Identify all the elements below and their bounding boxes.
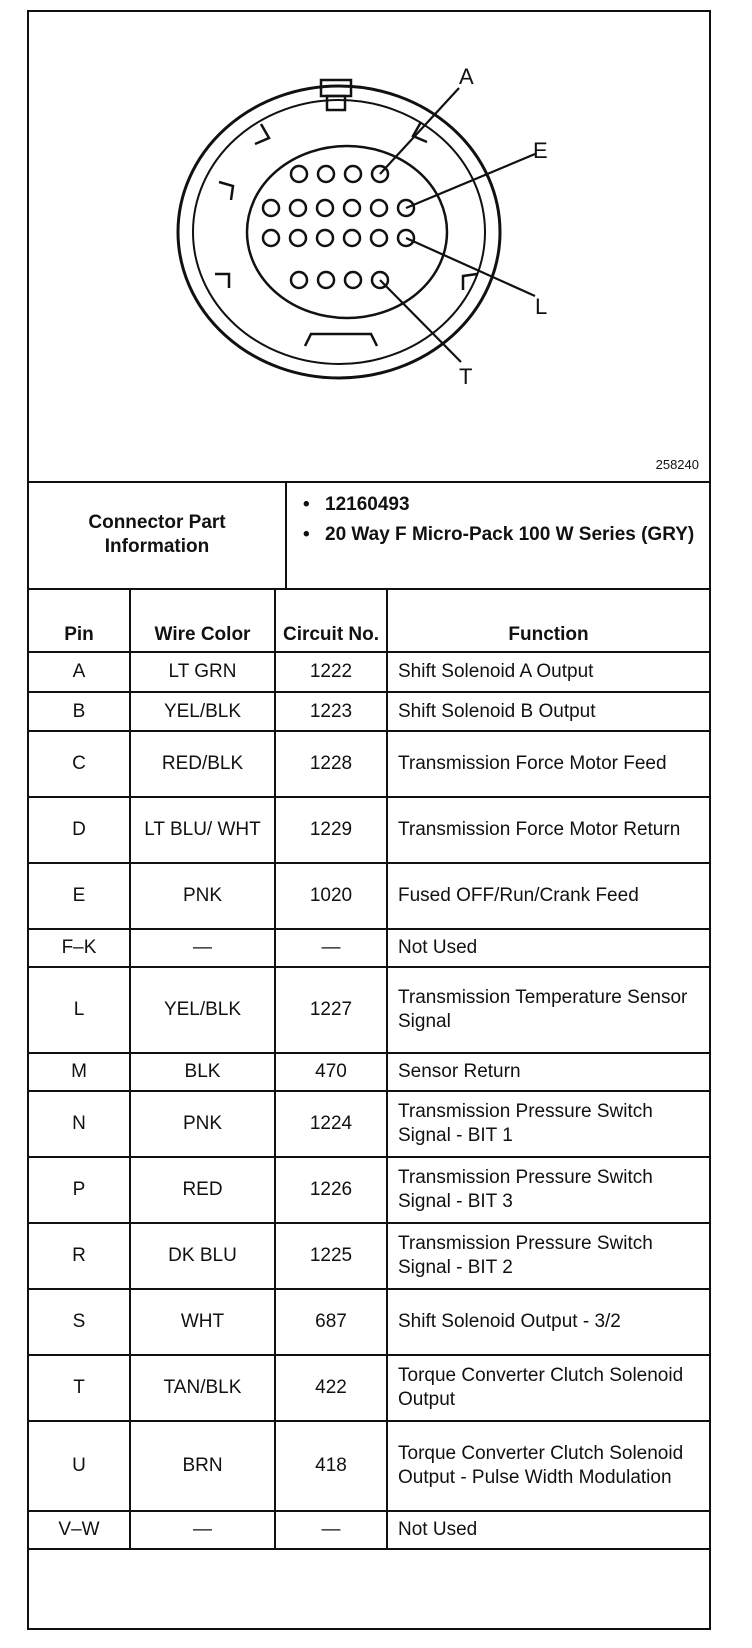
wire-color-cell: PNK — [130, 1091, 275, 1157]
header-wire-color: Wire Color — [130, 588, 275, 652]
function-cell: Fused OFF/Run/Crank Feed — [387, 863, 709, 929]
circuit-cell: 1223 — [275, 692, 387, 731]
function-cell: Torque Converter Clutch Solenoid Output — [387, 1355, 709, 1421]
function-cell: Transmission Pressure Switch Signal - BIT 1 — [387, 1091, 709, 1157]
circuit-cell: 1229 — [275, 797, 387, 863]
function-cell: Not Used — [387, 1511, 709, 1549]
wire-color-cell: WHT — [130, 1289, 275, 1355]
callout-t: T — [459, 364, 473, 389]
function-cell: Shift Solenoid A Output — [387, 652, 709, 692]
circuit-cell: 418 — [275, 1421, 387, 1511]
circuit-cell: 1225 — [275, 1223, 387, 1289]
part-info-list — [299, 493, 695, 553]
circuit-cell: 687 — [275, 1289, 387, 1355]
wire-color-cell: TAN/BLK — [130, 1355, 275, 1421]
part-info-label: Connector Part Information — [88, 511, 226, 557]
function-cell: Shift Solenoid Output - 3/2 — [387, 1289, 709, 1355]
pin-cell: F–K — [29, 929, 130, 967]
pin-cell: E — [29, 863, 130, 929]
function-cell: Torque Converter Clutch Solenoid Output - Pulse Width Modulation — [387, 1421, 709, 1511]
connector-face-drawing — [29, 12, 709, 481]
wire-color-cell: LT GRN — [130, 652, 275, 692]
function-cell: Sensor Return — [387, 1053, 709, 1091]
circuit-cell: — — [275, 929, 387, 967]
table-row — [29, 1511, 709, 1549]
wire-color-cell: LT BLU/ WHT — [130, 797, 275, 863]
pinout-table — [29, 588, 709, 1550]
header-pin: Pin — [29, 588, 130, 652]
circuit-cell: — — [275, 1511, 387, 1549]
wire-color-cell: — — [130, 1511, 275, 1549]
function-cell: Transmission Pressure Switch Signal - BIT 2 — [387, 1223, 709, 1289]
connector-diagram — [29, 12, 709, 483]
connector-sheet — [27, 10, 711, 1630]
pin-cell: L — [29, 967, 130, 1053]
wire-color-cell: DK BLU — [130, 1223, 275, 1289]
table-row — [29, 797, 709, 863]
part-number: • 12160493 — [299, 493, 695, 517]
table-row — [29, 1053, 709, 1091]
connector-description: • 20 Way F Micro-Pack 100 W Series (GRY) — [299, 523, 695, 547]
pin-cell: D — [29, 797, 130, 863]
wire-color-cell: PNK — [130, 863, 275, 929]
pin-cell: M — [29, 1053, 130, 1091]
table-row — [29, 863, 709, 929]
table-row — [29, 1157, 709, 1223]
table-row — [29, 692, 709, 731]
function-cell: Transmission Force Motor Feed — [387, 731, 709, 797]
table-row — [29, 1421, 709, 1511]
circuit-cell: 1020 — [275, 863, 387, 929]
circuit-cell: 1226 — [275, 1157, 387, 1223]
wire-color-cell: BRN — [130, 1421, 275, 1511]
pin-cell: R — [29, 1223, 130, 1289]
pin-cell: T — [29, 1355, 130, 1421]
function-cell: Not Used — [387, 929, 709, 967]
header-function: Function — [387, 588, 709, 652]
table-row — [29, 1289, 709, 1355]
wire-color-cell: RED/BLK — [130, 731, 275, 797]
circuit-cell: 1224 — [275, 1091, 387, 1157]
function-cell: Transmission Force Motor Return — [387, 797, 709, 863]
pin-cell: U — [29, 1421, 130, 1511]
callout-e: E — [533, 138, 548, 163]
circuit-cell: 470 — [275, 1053, 387, 1091]
connector-inner-shell — [193, 100, 485, 364]
table-row — [29, 929, 709, 967]
pin-cavities — [263, 166, 414, 288]
wire-color-cell: — — [130, 929, 275, 967]
pin-cell: N — [29, 1091, 130, 1157]
table-row — [29, 1223, 709, 1289]
table-row — [29, 652, 709, 692]
table-row — [29, 967, 709, 1053]
callout-l: L — [535, 294, 548, 319]
pin-cell: S — [29, 1289, 130, 1355]
function-cell: Transmission Temperature Sensor Signal — [387, 967, 709, 1053]
table-row — [29, 1355, 709, 1421]
circuit-cell: 1228 — [275, 731, 387, 797]
pin-cell: B — [29, 692, 130, 731]
callout-a: A — [459, 64, 474, 89]
pin-cell: P — [29, 1157, 130, 1223]
wire-color-cell: YEL/BLK — [130, 967, 275, 1053]
header-circuit: Circuit No. — [275, 588, 387, 652]
wire-color-cell: BLK — [130, 1053, 275, 1091]
callout-leaders — [380, 88, 535, 362]
wire-color-cell: YEL/BLK — [130, 692, 275, 731]
circuit-cell: 1227 — [275, 967, 387, 1053]
circuit-cell: 1222 — [275, 652, 387, 692]
pin-cell: C — [29, 731, 130, 797]
function-cell: Transmission Pressure Switch Signal - BIT 3 — [387, 1157, 709, 1223]
pin-cell: A — [29, 652, 130, 692]
table-row — [29, 731, 709, 797]
connector-part-info — [29, 481, 709, 590]
pin-cell: V–W — [29, 1511, 130, 1549]
circuit-cell: 422 — [275, 1355, 387, 1421]
wire-color-cell: RED — [130, 1157, 275, 1223]
function-cell: Shift Solenoid B Output — [387, 692, 709, 731]
table-row — [29, 1091, 709, 1157]
figure-number: 258240 — [655, 457, 699, 472]
